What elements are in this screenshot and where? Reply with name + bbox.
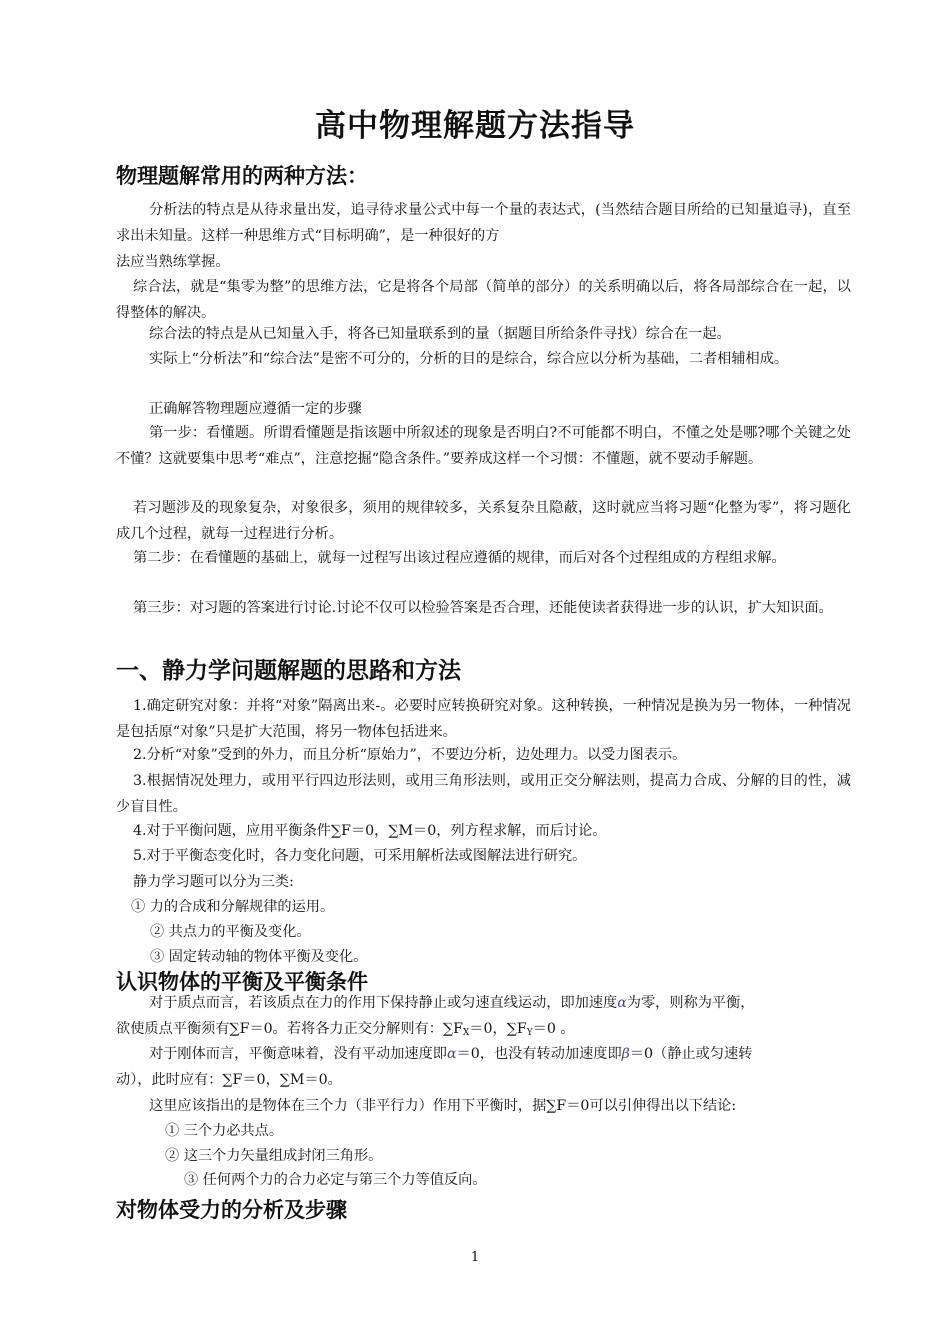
steps-intro-line: 正确解答物理题应遵循一定的步骤 [149, 401, 362, 417]
alpha-symbol: α [446, 1046, 457, 1062]
alpha-symbol: α [617, 995, 627, 1011]
force-analysis-heading: 对物体受力的分析及步骤 [116, 1198, 347, 1222]
synthesis-method-paragraph: 综合法，就是“集零为整”的思维方法，它是将各个局部（简单的部分）的关系明确以后，将各局部综合在一起，以得整体的解决。 [116, 279, 851, 321]
analysis-method-paragraph-end: 法应当熟练掌握。 [116, 254, 230, 270]
statics-item-4: 4.对于平衡问题，应用平衡条件∑F＝0，∑M＝0，列方程求解，而后讨论。 [133, 823, 607, 839]
conclusion-2: ② 这三个力矢量组成封闭三角形。 [165, 1148, 383, 1164]
statics-category-2: ② 共点力的平衡及变化。 [150, 924, 311, 940]
page-title: 高中物理解题方法指导 [315, 108, 635, 144]
analysis-method-paragraph: 分析法的特点是从待求量出发，追寻待求量公式中每一个量的表达式，(当然结合题目所给的已知量追寻)，直至求出未知量。这样一种思维方式“目标明确”，是一种很好的方 [116, 202, 851, 244]
statics-item-5: 5.对于平衡态变化时，各力变化问题，可采用解析法或图解法进行研究。 [133, 848, 587, 864]
statics-category-3: ③ 固定转动轴的物体平衡及变化。 [150, 949, 368, 965]
step-two-paragraph: 第二步：在看懂题的基础上，就每一过程写出该过程应遵循的规律，而后对各个过程组成的方程组求解。 [133, 550, 786, 566]
statics-item-2: 2.分析“对象”受到的外力，而且分析“原始力”，不要边分析，边处理力。以受力图表示。 [133, 747, 687, 763]
particle-equilibrium-line-2: 欲使质点平衡须有∑F＝0。若将各力正交分解则有：$\sum F_X=0$，$\sum F_Y=0$ 。 [116, 1021, 575, 1038]
complex-problem-paragraph: 若习题涉及的现象复杂，对象很多，须用的规律较多，关系复杂且隐蔽，这时就应当将习题“化整为零”，将习题化成几个过程，就每一过程进行分析。 [116, 500, 851, 542]
statics-item-3: 3.根据情况处理力，或用平行四边形法则，或用三角形法则，或用正交分解法则，提高力合成、分解的目的性，减少盲目性。 [116, 773, 851, 815]
step-one-paragraph: 第一步：看懂题。所谓看懂题是指该题中所叙述的现象是否明白?不可能都不明白，不懂之处是哪?哪个关键之处不懂？这就要集中思考“难点”，注意挖掘“隐含条件。”要养成这样一个习惯：不懂题，就不要动手解题。 [116, 425, 851, 467]
conclusion-1: ① 三个力必共点。 [165, 1123, 284, 1139]
particle-equilibrium-line-1: 对于质点而言，若该质点在力的作用下保持静止或匀速直线运动，即加速度α为零，则称为平衡， [149, 995, 755, 1011]
conclusion-3: ③ 任何两个力的合力必定与第三个力等值反向。 [184, 1172, 487, 1188]
three-force-paragraph: 这里应该指出的是物体在三个力（非平行力）作用下平衡时，据∑F＝0可以引伸得出以下结论: [149, 1098, 737, 1114]
rigid-body-equilibrium-line-1: 对于刚体而言，平衡意味着，没有平动加速度即α＝0，也没有转动加速度即β＝0（静止或匀速转 [149, 1046, 753, 1062]
statics-categories-intro: 静力学习题可以分为三类: [133, 874, 294, 890]
methods-heading: 物理题解常用的两种方法： [116, 164, 368, 188]
statics-item-1: 1.确定研究对象：并将“对象”隔离出来-。必要时应转换研究对象。这种转换，一种情况是换为另一物体，一种情况是包括原“对象”只是扩大范围，将另一物体包括进来。 [116, 698, 851, 740]
rigid-body-equilibrium-line-2: 动），此时应有：∑F＝0，∑M＝0。 [116, 1072, 342, 1088]
statics-heading: 一、静力学问题解题的思路和方法 [116, 658, 461, 684]
statics-category-1: ① 力的合成和分解规律的运用。 [131, 899, 335, 915]
page-number: 1 [470, 1250, 480, 1265]
synthesis-feature-paragraph: 综合法的特点是从已知量入手，将各已知量联系到的量（据题目所给条件寻找）综合在一起。 [149, 326, 731, 342]
beta-symbol: β [621, 1046, 630, 1062]
equilibrium-heading: 认识物体的平衡及平衡条件 [116, 970, 368, 994]
methods-relation-paragraph: 实际上“分析法”和“综合法”是密不可分的，分析的目的是综合，综合应以分析为基础，二者相辅相成。 [149, 351, 789, 367]
step-three-paragraph: 第三步：对习题的答案进行讨论.讨论不仅可以检验答案是否合理，还能使读者获得进一步的认识，扩大知识面。 [133, 600, 833, 616]
